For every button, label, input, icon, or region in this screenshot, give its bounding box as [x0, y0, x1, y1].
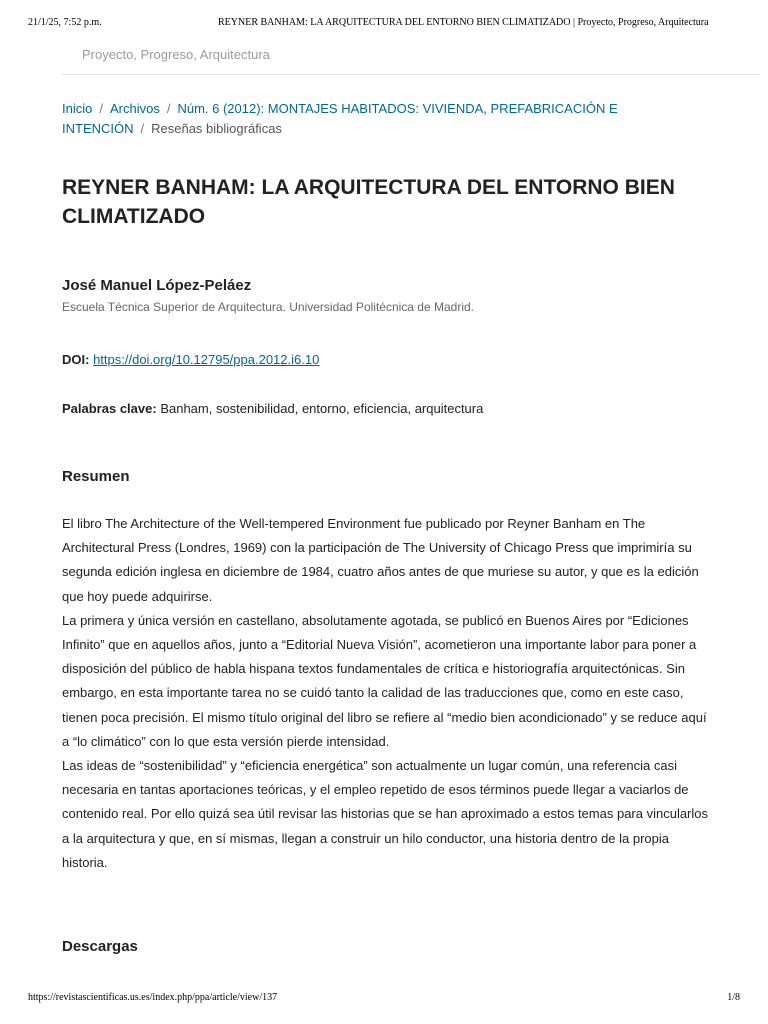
breadcrumb-separator: /: [140, 121, 145, 136]
abstract-paragraph: La primera y única versión en castellano, absolutamente agotada, se publicó en Buenos Aires por “Ediciones Infinito” que en aquellos años, junto a “Editorial Nueva Visión”, acometieron una importante labor para poner a disposición del público de habla hispana textos fundamentales de crítica e historiografía arquitectónicas. Sin embargo, en esta importante tarea no se cuidó tanto la calidad de las traducciones que, como en este caso, tienen poca precisión. El mismo título original del libro se refiere al “medio bien acondicionado” y se reduce aquí a “lo climático” con lo que esta versión pierde intensidad.: [62, 612, 707, 749]
keywords-label: Palabras clave:: [62, 401, 157, 416]
doi-label: DOI:: [62, 352, 90, 367]
breadcrumb-separator: /: [99, 101, 103, 116]
abstract-body: [62, 512, 710, 875]
print-url: https://revistascientificas.us.es/index.php/ppa/article/view/137: [28, 992, 278, 1003]
abstract-heading: Resumen: [62, 468, 130, 485]
breadcrumb-archives-link[interactable]: Archivos: [109, 101, 160, 116]
breadcrumb-issue-link[interactable]: Núm. 6 (2012): MONTAJES HABITADOS: VIVIENDA, PREFABRICACIÓN E INTENCIÓN: [62, 101, 618, 136]
downloads-heading: Descargas: [62, 938, 138, 955]
doi-link[interactable]: https://doi.org/10.12795/ppa.2012.i6.10: [93, 352, 320, 367]
breadcrumb-current: Reseñas bibliográficas: [151, 121, 282, 136]
doi-row: [62, 352, 319, 367]
breadcrumb-home-link[interactable]: Inicio: [62, 101, 93, 116]
print-date: 21/1/25, 7:52 p.m.: [28, 17, 102, 28]
breadcrumb-separator: /: [166, 101, 171, 116]
author-affiliation: Escuela Técnica Superior de Arquitectura. Universidad Politécnica de Madrid.: [62, 300, 474, 314]
article-title: REYNER BANHAM: LA ARQUITECTURA DEL ENTORNO BIEN CLIMATIZADO: [62, 176, 675, 228]
keywords-row: [62, 401, 483, 416]
abstract-paragraph: Las ideas de “sostenibilidad” y “eficiencia energética” son actualmente un lugar común, una referencia casi necesaria en tantas aportaciones teóricas, y el empleo repetido de esos términos puede llegar a vaciarlos de contenido real. Por ello quizá sea útil revisar las historias que se han aproximado a estos temas para vincularlos a la arquitectura y que, en sí mismas, llegan a construir un hilo conductor, una historia dentro de la propia historia.: [62, 758, 709, 870]
print-footer: [28, 992, 740, 1006]
breadcrumb: [62, 99, 712, 139]
author-name: José Manuel López-Peláez: [62, 277, 252, 294]
print-header: [28, 17, 740, 31]
print-document-title: REYNER BANHAM: LA ARQUITECTURA DEL ENTORNO BIEN CLIMATIZADO | Proyecto, Progreso, Arquitectura: [218, 17, 709, 28]
print-page-number: 1/8: [727, 992, 740, 1003]
keywords-value: Banham, sostenibilidad, entorno, eficiencia, arquitectura: [160, 401, 484, 416]
abstract-paragraph: El libro The Architecture of the Well-tempered Environment fue publicado por Reyner Banham en The Architectural Press (Londres, 1969) con la participación de The University of Chicago Press que imprimiría su segunda edición inglesa en diciembre de 1984, cuatro años antes de que muriese su autor, y que es la edición que hoy puede adquirirse.: [62, 516, 699, 604]
site-name-link[interactable]: Proyecto, Progreso, Arquitectura: [82, 47, 270, 62]
header-divider: [62, 74, 760, 75]
